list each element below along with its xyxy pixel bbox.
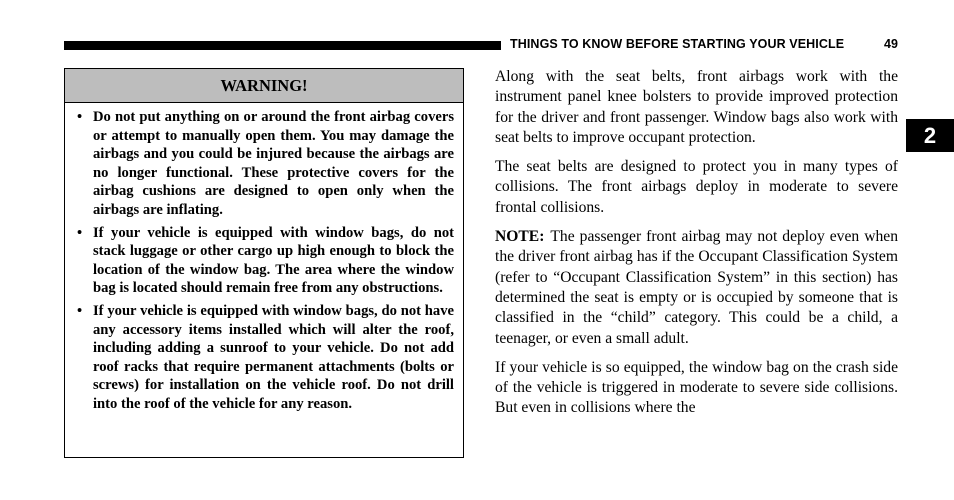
note-text: The passenger front airbag may not deploy even when the driver front airbag has if the Occupant Classification System (refer to “Occupant Classification System” in this section) has determined the seat is empty or is occupied by someone that is classified in the “child” category. This could be a child, a teenager, or even a small adult.: [495, 228, 898, 347]
bullet-icon: •: [77, 302, 83, 319]
body-paragraph: Along with the seat belts, front airbags work with the instrument panel knee bolsters to provide improved protection for the driver and front passenger. Window bags also work with seat belts to improve occupant protection.: [495, 68, 898, 146]
warning-item: [74, 224, 454, 298]
note-paragraph: [495, 227, 898, 349]
page-number: 49: [884, 37, 898, 51]
running-header-title: THINGS TO KNOW BEFORE STARTING YOUR VEHICLE: [510, 37, 845, 51]
body-paragraph: If your vehicle is so equipped, the window bag on the crash side of the vehicle is triggered in moderate to severe side collisions. But even in collisions where the: [495, 358, 898, 417]
note-label: NOTE:: [495, 228, 545, 246]
warning-list: [65, 103, 463, 414]
warning-item-text: If your vehicle is equipped with window bags, do not stack luggage or other cargo up high enough to block the location of the window bag. The area where the window bag is located should remain free from any obstructions.: [93, 224, 454, 297]
warning-item: [74, 108, 454, 220]
warning-item-text: If your vehicle is equipped with window bags, do not have any accessory items installed which will alter the roof, including adding a sunroof to your vehicle. Do not add roof racks that require permanent attachments (bolts or screws) for installation on the vehicle roof. Do not drill into the roof of the vehicle for any reason.: [93, 302, 454, 412]
warning-title: WARNING!: [65, 69, 463, 103]
body-paragraph: The seat belts are designed to protect you in many types of collisions. The front airbags deploy in moderate to severe frontal collisions.: [495, 158, 898, 216]
bullet-icon: •: [77, 109, 83, 125]
header-rule: [64, 41, 501, 50]
warning-box: [64, 68, 464, 458]
warning-item: [74, 302, 454, 414]
body-text-column: [495, 67, 898, 428]
warning-item-text: Do not put anything on or around the front airbag covers or attempt to manually open them. You may damage the airbags and you could be injured because the airbags are no longer functional. These protective covers for the airbag cushions are designed to open only when the airbags are inflating.: [93, 109, 454, 218]
chapter-tab-marker: 2: [906, 119, 954, 152]
bullet-icon: •: [77, 224, 83, 241]
